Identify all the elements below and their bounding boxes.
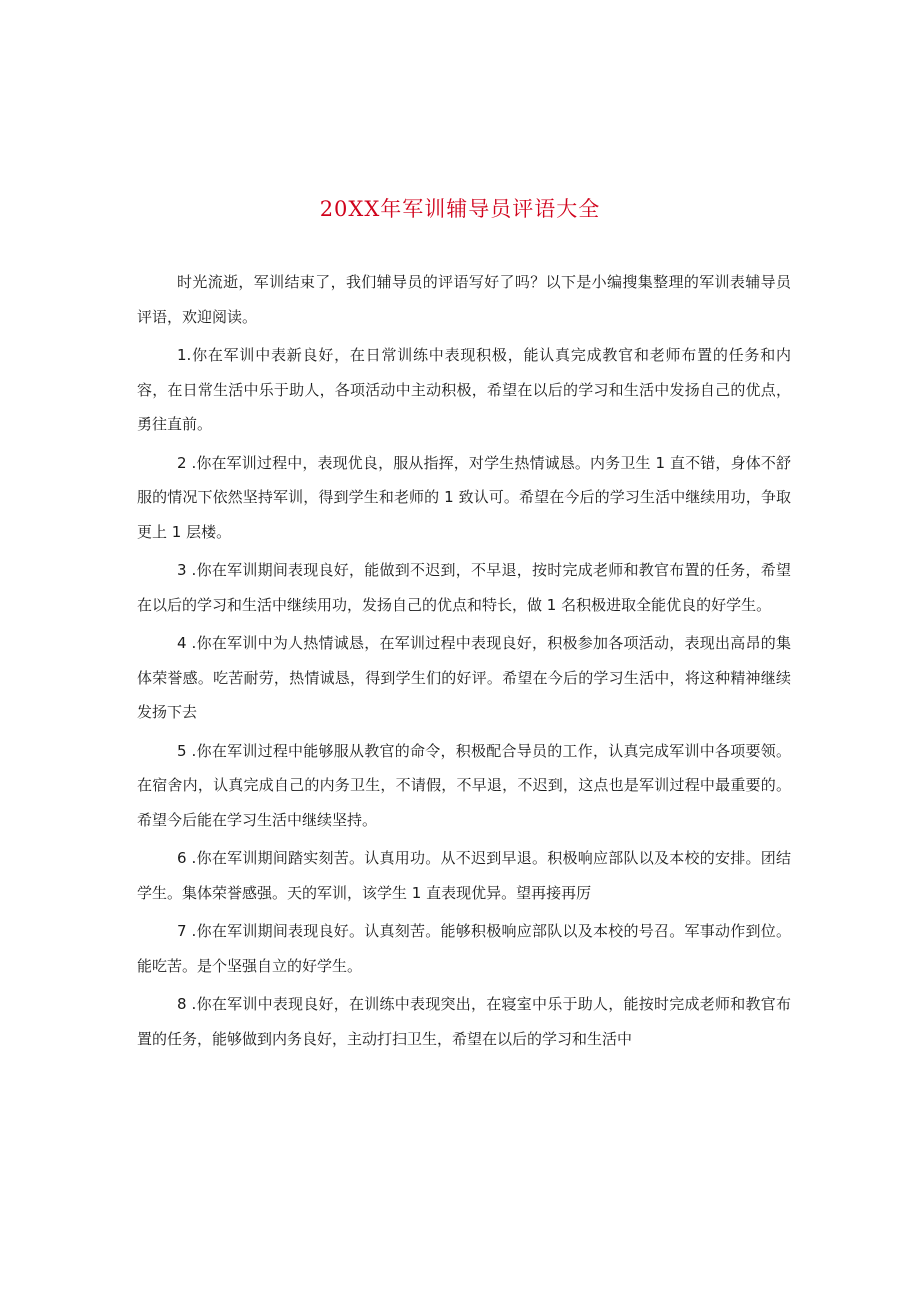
comment-paragraph-2: 2 .你在军训过程中，表现优良，服从指挥，对学生热情诚恳。内务卫生 1 直不错，身体不舒服的情况下依然坚持军训，得到学生和老师的 1 致认可。希望在今后的学习生活中继续用功，争取更上 1 层楼。 [137,453,791,541]
intro-paragraph: 时光流逝，军训结束了，我们辅导员的评语写好了吗？以下是小编搜集整理的军训表辅导员评语，欢迎阅读。 [137,273,791,326]
comment-paragraph-6: 6 .你在军训期间踏实刻苦。认真用功。从不迟到早退。积极响应部队以及本校的安排。团结学生。集体荣誉感强。天的军训，该学生 1 直表现优异。望再接再厉 [137,849,791,902]
comment-paragraph-8: 8 .你在军训中表现良好，在训练中表现突出，在寝室中乐于助人，能按时完成老师和教官布置的任务，能够做到内务良好，主动打扫卫生，希望在以后的学习和生活中 [137,995,791,1048]
comment-paragraph-5: 5 .你在军训过程中能够服从教官的命令，积极配合导员的工作，认真完成军训中各项要领。在宿舍内，认真完成自己的内务卫生，不请假，不早退，不迟到，这点也是军训过程中最重要的。希望今后能在学习生活中继续坚持。 [137,741,791,829]
comment-paragraph-3: 3 .你在军训期间表现良好，能做到不迟到，不早退，按时完成老师和教官布置的任务，希望在以后的学习和生活中继续用功，发扬自己的优点和特长，做 1 名积极进取全能优良的好学生。 [137,561,791,614]
comment-paragraph-4: 4 .你在军训中为人热情诚恳，在军训过程中表现良好，积极参加各项活动，表现出高昂的集体荣誉感。吃苦耐劳，热情诚恳，得到学生们的好评。希望在今后的学习生活中，将这种精神继续发扬下去 [137,634,791,721]
comment-paragraph-7: 7 .你在军训期间表现良好。认真刻苦。能够积极响应部队以及本校的号召。军事动作到位。能吃苦。是个坚强自立的好学生。 [137,922,791,975]
document-title: 20XX年军训辅导员评语大全 [319,197,601,221]
comment-paragraph-1: 1.你在军训中表新良好，在日常训练中表现积极，能认真完成教官和老师布置的任务和内容，在日常生活中乐于助人，各项活动中主动积极，希望在以后的学习和生活中发扬自己的优点，勇往直前。 [137,346,791,433]
document-body [137,265,791,1060]
